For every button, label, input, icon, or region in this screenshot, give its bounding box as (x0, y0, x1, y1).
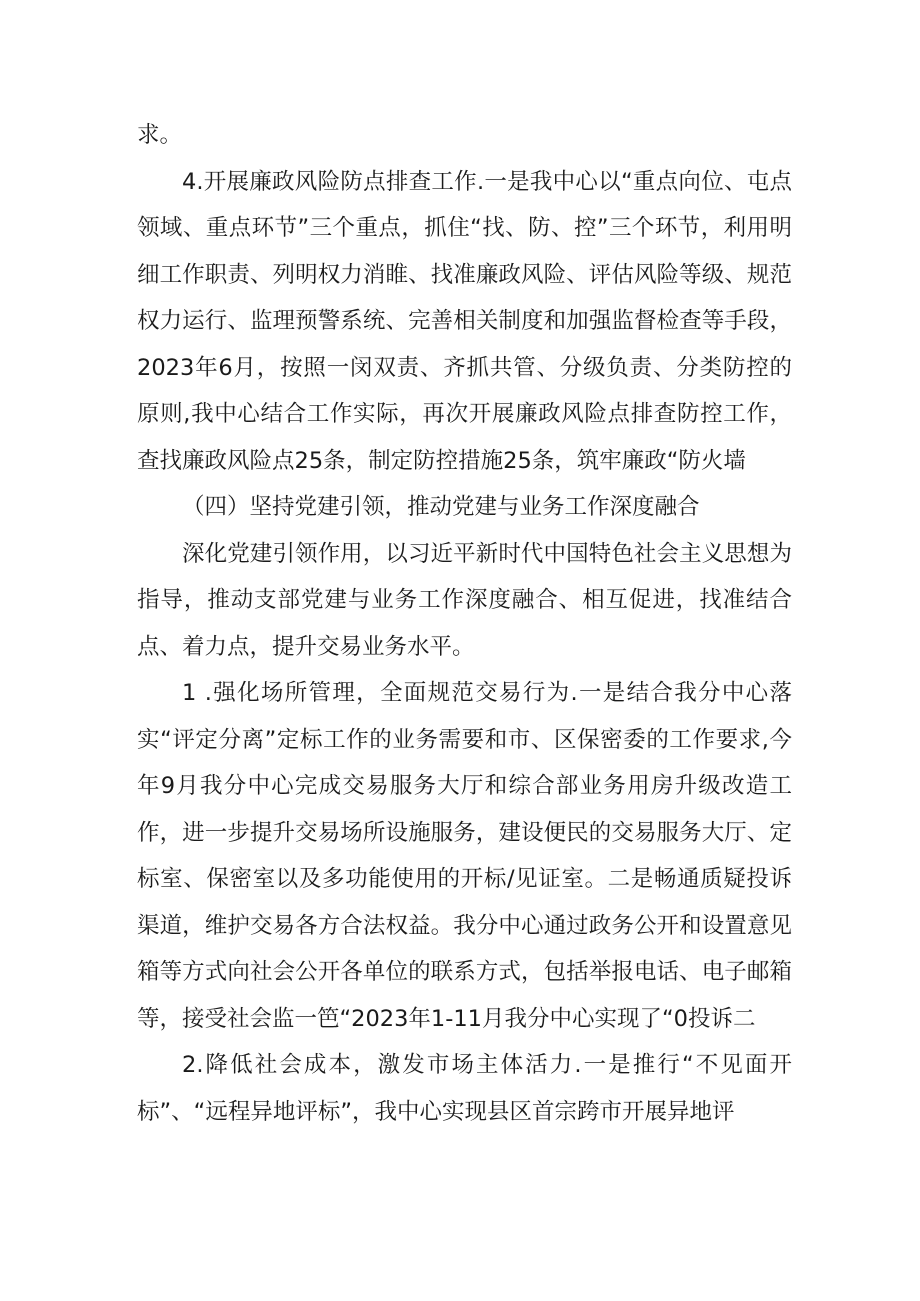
document-body (137, 112, 792, 1135)
paragraph-continuation: 求。 (137, 122, 183, 148)
paragraph-reduce-costs: 2.降低社会成本，激发市场主体活力.一是推行“不见面开标”、“远程异地评标”，我中心实现县区首宗跨市开展异地评 (137, 1052, 792, 1125)
paragraph-party-building: 深化党建引领作用，以习近平新时代中国特色社会主义思想为指导，推动支部党建与业务工作深度融合、相互促进，找准结合点、着力点，提升交易业务水平。 (137, 540, 792, 660)
paragraph-venue-management: 1 .强化场所管理，全面规范交易行为.一是结合我分中心落实“评定分离”定标工作的业务需要和市、区保密委的工作要求,今年9月我分中心完成交易服务大厅和综合部业务用房升级改造工作，进一步提升交易场所设施服务，建设便民的交易服务大厅、定标室、保密室以及多功能使用的开标/见证室。二是畅通质疑投诉渠道，维护交易各方合法权益。我分中心通过政务公开和设置意见箱等方式向社会公开各单位的联系方式，包括举报电话、电子邮箱等，接受社会监一笆“2023年1-11月我分中心实现了“0投诉二 (137, 680, 792, 1032)
paragraph-risk-check: 4.开展廉政风险防点排查工作.一是我中心以“重点向位、屯点领域、重点环节”三个重点，抓住“找、防、控”三个环节，利用明细工作职责、列明权力消睢、找准廉政风险、评估风险等级、规范权力运行、监理预警系统、完善相关制度和加强监督检查等手段，2023年6月，按照一闵双责、齐抓共管、分级负责、分类防控的原则,我中心结合工作实际，再次开展廉政风险点排查防控工作，查找廉政风险点25条，制定防控措施25条，筑牢廉政“防火墙 (137, 168, 792, 474)
section-heading-four: （四）坚持党建引领，推动党建与业务工作深度融合 (182, 494, 700, 520)
